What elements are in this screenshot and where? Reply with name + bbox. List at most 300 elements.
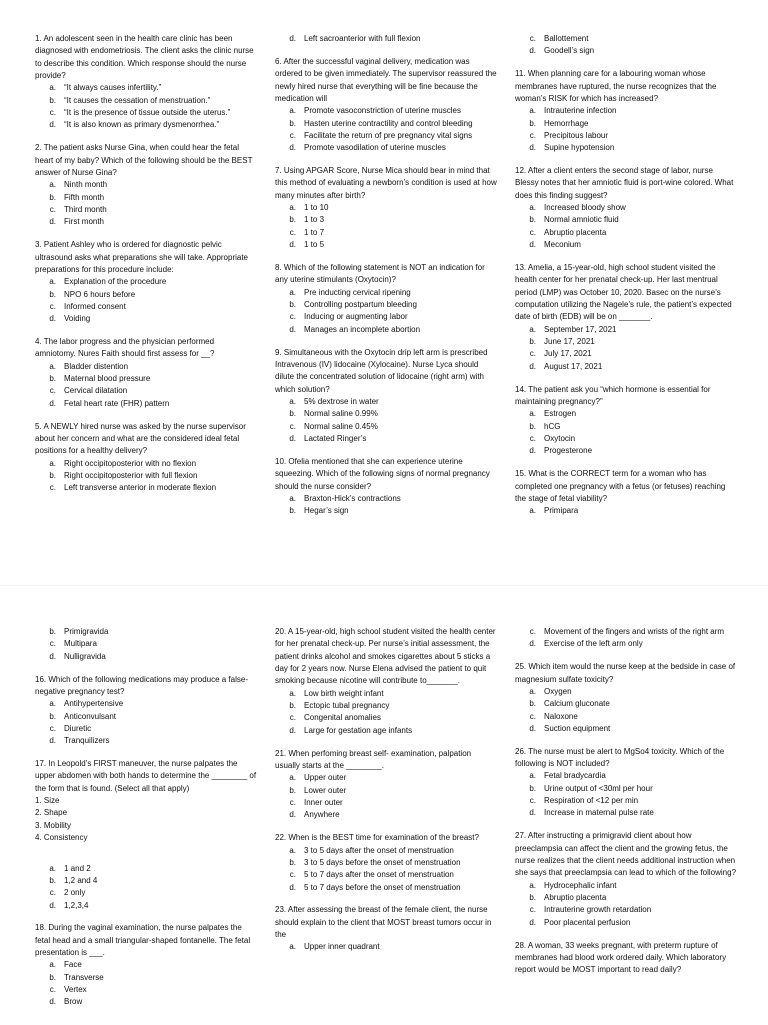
page1-column-3	[515, 33, 737, 528]
question-block	[35, 922, 257, 1008]
answer-option	[35, 698, 257, 710]
answer-option	[35, 204, 257, 216]
answer-option	[35, 179, 257, 191]
answer-option	[275, 396, 497, 408]
page2-column-3	[515, 626, 737, 987]
answer-option	[515, 130, 737, 142]
option-text: Hasten uterine contractility and control bleeding	[304, 118, 473, 128]
option-text: Oxygen	[544, 686, 572, 696]
option-text: Normal saline 0.45%	[304, 421, 378, 431]
option-text: Large for gestation age infants	[304, 725, 413, 735]
option-letter: a.	[49, 699, 56, 709]
option-letter: d.	[289, 725, 296, 735]
answer-options	[35, 959, 257, 1008]
option-letter: c.	[529, 905, 536, 915]
option-text: Ballottement	[544, 34, 589, 43]
option-text: 1 to 10	[304, 203, 329, 213]
question-stem: 4. The labor progress and the physician performed amniotomy. Nures Faith should first assess for __?	[35, 337, 215, 359]
option-text: Primigravida	[64, 627, 109, 636]
answer-option	[515, 324, 737, 336]
option-letter: a.	[49, 863, 56, 873]
option-text: July 17, 2021	[544, 349, 592, 359]
answer-option	[35, 863, 257, 875]
question-stem: 12. After a client enters the second stage of labor, nurse Blessy notes that her amniotic fluid is port-wine colored. What does this finding suggest?	[515, 166, 734, 200]
answer-option	[275, 324, 497, 336]
question-stem: 10. Ofelia mentioned that she can experience uterine squeezing. Which of the following signs of normal pregnancy should the nurse consider?	[275, 456, 490, 491]
question-block	[515, 468, 737, 517]
answer-option	[275, 785, 497, 797]
option-letter: a.	[529, 409, 536, 419]
option-text: September 17, 2021	[544, 324, 617, 334]
option-text: Intrauterine growth retardation	[544, 905, 652, 915]
option-text: Urine output of <30ml per hour	[544, 783, 653, 793]
answer-options	[35, 698, 257, 747]
answer-option	[35, 458, 257, 470]
answer-options	[515, 770, 737, 819]
option-text: Anywhere	[304, 810, 340, 820]
question-stem: 26. The nurse must be alert to MgSo4 toxicity. Which of the following is NOT included?	[515, 746, 725, 769]
answer-option	[275, 202, 497, 214]
answer-option	[35, 651, 257, 663]
answer-options	[275, 287, 497, 336]
question-block	[515, 746, 737, 820]
option-text: 2 only	[64, 888, 86, 898]
answer-option	[515, 770, 737, 782]
option-text: Supine hypotension	[544, 143, 615, 153]
answer-option	[275, 421, 497, 433]
question-block	[275, 165, 497, 251]
option-letter: d.	[289, 882, 296, 892]
option-letter: b.	[289, 785, 296, 795]
option-text: Increase in maternal pulse rate	[544, 808, 654, 818]
option-text: “It is the presence of tissue outside the uterus.”	[64, 108, 231, 118]
answer-option	[515, 711, 737, 723]
option-letter: d.	[529, 240, 536, 250]
answer-option	[275, 688, 497, 700]
answer-option	[35, 626, 257, 638]
question-stem: 23. After assessing the breast of the female client, the nurse should explain to the client that MOST breast tumors occur in the	[275, 905, 492, 940]
answer-option	[275, 287, 497, 299]
question-block	[35, 626, 257, 663]
answer-options	[35, 863, 257, 912]
question-stem: 1. An adolescent seen in the health care clinic has been diagnosed with endometriosis. The client asks the clinic nurse to describe this condition. Which response should the nurse provide?	[35, 34, 254, 81]
question-stem: 20. A 15-year-old, high school student visited the health center for her prenatal check-up. Per nurse’s initial assessment, the patient drinks alcohol and smokes cigarettes about 5 sticks a day for 2 years now. Nurse Elena advised the patient to quit smoking because nicotine will contribute to_______.	[275, 627, 496, 686]
question-stem: 21. When perfoming breast self- examination, palpation usually starts at the ________.	[275, 748, 472, 770]
option-text: 5 to 7 days after the onset of menstruation	[304, 870, 454, 880]
answer-option	[35, 482, 257, 494]
option-letter: b.	[529, 118, 536, 128]
option-text: Congenital anomalies	[304, 713, 381, 723]
question-stem: 18. During the vaginal examination, the nurse palpates the fetal head and a small triangular-shaped fontanelle. The fetal presentation is ___.	[35, 923, 251, 958]
option-letter: d.	[49, 120, 56, 130]
option-letter: d.	[289, 143, 296, 153]
option-text: Left sacroanterior with full flexion	[304, 34, 421, 43]
answer-options	[275, 941, 497, 953]
option-text: “It causes the cessation of menstruation.”	[64, 95, 211, 105]
answer-option	[515, 105, 737, 117]
answer-options	[275, 772, 497, 821]
answer-option	[515, 361, 737, 373]
option-letter: a.	[529, 771, 536, 781]
answer-option	[35, 361, 257, 373]
question-block	[275, 626, 497, 737]
question-stem: 2. The patient asks Nurse Gina, when could hear the fetal heart of my baby? Which of the following should be the BEST answer of Nurse Gina?	[35, 143, 253, 177]
option-letter: d.	[529, 143, 536, 153]
option-letter: b.	[529, 699, 536, 709]
option-text: Facilitate the return of pre pregnancy vital signs	[304, 130, 473, 140]
option-letter: d.	[49, 997, 56, 1007]
option-letter: a.	[529, 106, 536, 116]
option-letter: a.	[49, 83, 56, 93]
question-stem: 3. Patient Ashley who is ordered for diagnostic pelvic ultrasound asks what preparations she will take. Appropriate preparations for this procedure include:	[35, 240, 249, 274]
question-block	[515, 830, 737, 929]
answer-option	[275, 227, 497, 239]
answer-options	[35, 626, 257, 663]
answer-options	[515, 202, 737, 251]
option-letter: d.	[289, 324, 296, 334]
option-text: Inner outer	[304, 797, 343, 807]
option-text: Promote vasodilation of uterine muscles	[304, 143, 446, 153]
answer-option	[275, 797, 497, 809]
option-letter: b.	[49, 875, 56, 885]
answer-option	[275, 882, 497, 894]
option-text: Calcium gluconate	[544, 699, 610, 709]
option-letter: d.	[49, 736, 56, 746]
option-letter: d.	[289, 433, 296, 443]
question-stem: 17. In Leopold’s FIRST maneuver, the nurse palpates the upper abdomen with both hands to determine the ________ of the form that is found. (Select all that apply)	[35, 759, 257, 793]
option-letter: a.	[529, 880, 536, 890]
option-letter: c.	[289, 421, 296, 431]
question-block	[515, 940, 737, 977]
answer-option	[275, 130, 497, 142]
option-text: 1 and 2	[64, 863, 91, 873]
option-text: Controlling postpartum bleeding	[304, 300, 417, 310]
page1-column-1	[35, 33, 257, 505]
option-letter: b.	[289, 857, 296, 867]
option-letter: a.	[49, 960, 56, 970]
option-letter: b.	[529, 421, 536, 431]
question-block	[275, 904, 497, 953]
answer-option	[275, 941, 497, 953]
option-text: Explanation of the procedure	[64, 277, 167, 287]
answer-option	[35, 996, 257, 1008]
answer-option	[515, 202, 737, 214]
option-letter: c.	[49, 204, 56, 214]
option-text: Respiration of <12 per min	[544, 796, 639, 806]
answer-option	[515, 505, 737, 517]
option-text: Movement of the fingers and wrists of the right arm	[544, 627, 725, 636]
option-text: Right occipitoposterior with no flexion	[64, 458, 197, 468]
option-letter: a.	[529, 506, 536, 516]
option-letter: a.	[49, 180, 56, 190]
option-text: Nulligravida	[64, 651, 106, 661]
answer-option	[275, 105, 497, 117]
spacer	[35, 845, 257, 863]
answer-option	[35, 313, 257, 325]
numbered-item: 4. Consistency	[35, 833, 88, 843]
option-letter: b.	[289, 118, 296, 128]
question-block	[515, 661, 737, 735]
answer-options	[515, 408, 737, 457]
answer-option	[515, 698, 737, 710]
option-text: Voiding	[64, 314, 91, 324]
option-text: Diuretic	[64, 723, 92, 733]
option-letter: c.	[529, 627, 536, 636]
answer-option	[515, 227, 737, 239]
option-letter: d.	[289, 34, 296, 43]
option-letter: b.	[289, 409, 296, 419]
option-letter: b.	[49, 627, 56, 636]
option-text: Fifth month	[64, 192, 105, 202]
answer-option	[275, 299, 497, 311]
question-stem: 8. Which of the following statement is NOT an indication for any uterine stimulants (Oxytocin)?	[275, 263, 485, 285]
option-text: Fetal bradycardia	[544, 771, 606, 781]
option-letter: b.	[49, 289, 56, 299]
option-text: Brow	[64, 997, 83, 1007]
answer-option	[275, 408, 497, 420]
answer-option	[275, 869, 497, 881]
option-letter: d.	[49, 314, 56, 324]
answer-option	[515, 214, 737, 226]
option-letter: a.	[289, 203, 296, 213]
answer-options	[515, 105, 737, 154]
option-text: Braxton-Hick’s contractions	[304, 493, 401, 503]
option-letter: b.	[49, 711, 56, 721]
option-letter: c.	[49, 301, 56, 311]
option-text: Estrogen	[544, 409, 577, 419]
option-text: Right occipitoposterior with full flexion	[64, 471, 198, 480]
option-text: 1 to 7	[304, 227, 325, 237]
answer-option	[515, 433, 737, 445]
answer-option	[515, 421, 737, 433]
answer-option	[515, 142, 737, 154]
option-text: 1 to 3	[304, 215, 325, 225]
option-letter: c.	[529, 433, 536, 443]
answer-option	[515, 336, 737, 348]
answer-options	[515, 324, 737, 373]
option-text: Manages an incomplete abortion	[304, 324, 421, 334]
answer-option	[35, 119, 257, 131]
option-text: Intrauterine infection	[544, 106, 617, 116]
answer-option	[515, 348, 737, 360]
answer-option	[275, 433, 497, 445]
answer-option	[515, 892, 737, 904]
option-text: Hegar’s sign	[304, 506, 349, 516]
answer-options	[515, 33, 737, 58]
answer-option	[275, 857, 497, 869]
option-text: Multipara	[64, 639, 97, 649]
option-text: Increased bloody show	[544, 203, 626, 213]
answer-option	[35, 959, 257, 971]
option-letter: d.	[529, 808, 536, 818]
option-text: Bladder distention	[64, 361, 129, 371]
option-letter: b.	[529, 893, 536, 903]
question-stem: 27. After instructing a primigravid client about how preeclampsia can affect the client and the growing fetus, the nurse realizes that the client needs additional instruction when she says that preeclampsia can lead to which of the following?	[515, 831, 737, 878]
answer-options	[35, 276, 257, 325]
answer-option	[35, 972, 257, 984]
option-text: 5 to 7 days before the onset of menstruation	[304, 882, 461, 892]
question-stem: 7. Using APGAR Score, Nurse Mica should bear in mind that this method of evaluating a newborn’s condition is used at how many minutes after birth?	[275, 166, 497, 200]
option-letter: a.	[289, 942, 296, 952]
option-text: Pre inducting cervical ripening	[304, 287, 411, 297]
option-text: Low birth weight infant	[304, 688, 384, 698]
option-text: Transverse	[64, 972, 104, 982]
option-text: 1 to 5	[304, 240, 325, 250]
answer-option	[275, 118, 497, 130]
answer-option	[35, 373, 257, 385]
option-letter: c.	[289, 312, 296, 322]
option-letter: b.	[49, 374, 56, 384]
answer-option	[35, 638, 257, 650]
answer-options	[515, 626, 737, 651]
answer-option	[35, 711, 257, 723]
question-stem: 13. Amelia, a 15-year-old, high school student visited the health center for her prenatal check-up. Her last mentrual period (LMP) was October 10, 2020. Basec on the nurse’s computation utilizing the Nagele’s rule, the patient’s expected date of birth (EDB) will be on _______.	[515, 263, 732, 322]
question-block	[275, 56, 497, 155]
option-letter: d.	[529, 446, 536, 456]
option-text: “It always causes infertility.”	[64, 83, 162, 93]
question-stem: 22. When is the BEST time for examination of the breast?	[275, 833, 479, 843]
answer-option	[275, 505, 497, 517]
option-text: Lactated Ringer’s	[304, 433, 367, 443]
question-stem: 15. What is the CORRECT term for a woman who has completed one pregnancy with a fetus (or fetuses) reaching the stage of fetal viability?	[515, 469, 726, 503]
answer-option	[35, 301, 257, 313]
answer-option	[275, 725, 497, 737]
option-letter: b.	[289, 300, 296, 310]
answer-options	[275, 396, 497, 445]
option-text: Cervical dilatation	[64, 386, 128, 396]
option-letter: d.	[289, 810, 296, 820]
option-text: Ninth month	[64, 180, 108, 190]
answer-options	[275, 202, 497, 251]
page2-column-1	[35, 626, 257, 1019]
answer-options	[35, 82, 257, 131]
option-text: Hydrocephalic infant	[544, 880, 617, 890]
answer-option	[35, 984, 257, 996]
option-letter: a.	[289, 845, 296, 855]
answer-option	[515, 723, 737, 735]
numbered-item: 3. Mobility	[35, 820, 72, 830]
answer-option	[35, 385, 257, 397]
option-text: Abruptio placenta	[544, 893, 607, 903]
option-letter: d.	[529, 46, 536, 56]
answer-option	[35, 289, 257, 301]
answer-options	[275, 105, 497, 154]
answer-option	[515, 445, 737, 457]
answer-option	[515, 783, 737, 795]
answer-option	[35, 875, 257, 887]
question-stem: 28. A woman, 33 weeks pregnant, with preterm rupture of membranes had blood work ordered daily. Which laboratory report would be MOST important to read daily?	[515, 940, 727, 975]
option-letter: b.	[529, 215, 536, 225]
option-letter: a.	[529, 203, 536, 213]
option-text: NPO 6 hours before	[64, 289, 136, 299]
option-text: Normal amniotic fluid	[544, 215, 619, 225]
option-letter: c.	[49, 985, 56, 995]
question-block	[275, 456, 497, 518]
answer-option	[515, 807, 737, 819]
question-block	[515, 165, 737, 251]
question-block	[35, 239, 257, 325]
option-text: 1,2,3,4	[64, 900, 89, 910]
page1-column-2	[275, 33, 497, 528]
option-text: Progesterone	[544, 446, 593, 456]
question-stem: 5. A NEWLY hired nurse was asked by the nurse supervisor about her concern and what are the considered ideal fetal positions for a healthy delivery?	[35, 421, 246, 456]
option-text: hCG	[544, 421, 561, 431]
option-letter: c.	[289, 227, 296, 237]
question-block	[35, 142, 257, 228]
option-text: Maternal blood pressure	[64, 374, 151, 384]
option-text: 3 to 5 days after the onset of menstruation	[304, 845, 454, 855]
answer-option	[35, 82, 257, 94]
option-text: Poor placental perfusion	[544, 917, 631, 927]
option-text: Hemorrhage	[544, 118, 589, 128]
answer-option	[515, 795, 737, 807]
option-letter: c.	[529, 711, 536, 721]
option-text: June 17, 2021	[544, 337, 595, 347]
option-letter: c.	[289, 870, 296, 880]
option-text: August 17, 2021	[544, 361, 603, 371]
option-letter: a.	[289, 287, 296, 297]
option-text: Suction equipment	[544, 723, 611, 733]
question-block	[275, 748, 497, 822]
answer-option	[35, 735, 257, 747]
answer-option	[275, 493, 497, 505]
answer-options	[515, 686, 737, 735]
answer-options	[515, 505, 737, 517]
answer-options	[35, 179, 257, 228]
option-letter: c.	[529, 227, 536, 237]
answer-option	[515, 408, 737, 420]
answer-option	[35, 900, 257, 912]
option-text: Vertex	[64, 985, 87, 995]
option-text: “It is also known as primary dysmenorrhea.”	[64, 120, 220, 130]
question-block	[515, 626, 737, 651]
answer-option	[515, 917, 737, 929]
option-letter: b.	[529, 783, 536, 793]
option-letter: c.	[529, 130, 536, 140]
option-text: 3 to 5 days before the onset of menstruation	[304, 857, 461, 867]
question-block	[275, 33, 497, 45]
option-text: Tranquilizers	[64, 736, 110, 746]
answer-option	[275, 311, 497, 323]
option-letter: b.	[49, 192, 56, 202]
answer-option	[35, 470, 257, 482]
question-block	[35, 674, 257, 748]
question-block	[35, 421, 257, 495]
answer-option	[515, 880, 737, 892]
answer-option	[35, 95, 257, 107]
option-text: Face	[64, 960, 82, 970]
answer-option	[515, 904, 737, 916]
option-text: 1,2 and 4	[64, 875, 98, 885]
option-text: Inducing or augmenting labor	[304, 312, 408, 322]
option-letter: d.	[49, 398, 56, 408]
option-text: 5% dextrose in water	[304, 396, 379, 406]
option-letter: a.	[289, 688, 296, 698]
answer-options	[275, 33, 497, 45]
answer-options	[515, 880, 737, 929]
answer-option	[35, 887, 257, 899]
question-block	[515, 384, 737, 458]
option-letter: c.	[49, 639, 56, 649]
page2-column-2	[275, 626, 497, 964]
option-letter: a.	[49, 277, 56, 287]
question-stem: 9. Simultaneous with the Oxytocin drip left arm is prescribed Intravenous (IV) lidocaine (Xylocaine). Nurse Lyca should dilute the concentrated solution of lidocaine (right arm) with which solution?	[275, 347, 488, 394]
answer-option	[275, 700, 497, 712]
numbered-item: 1. Size	[35, 796, 60, 806]
option-text: Normal saline 0.99%	[304, 409, 378, 419]
option-letter: b.	[289, 215, 296, 225]
answer-option	[35, 276, 257, 288]
